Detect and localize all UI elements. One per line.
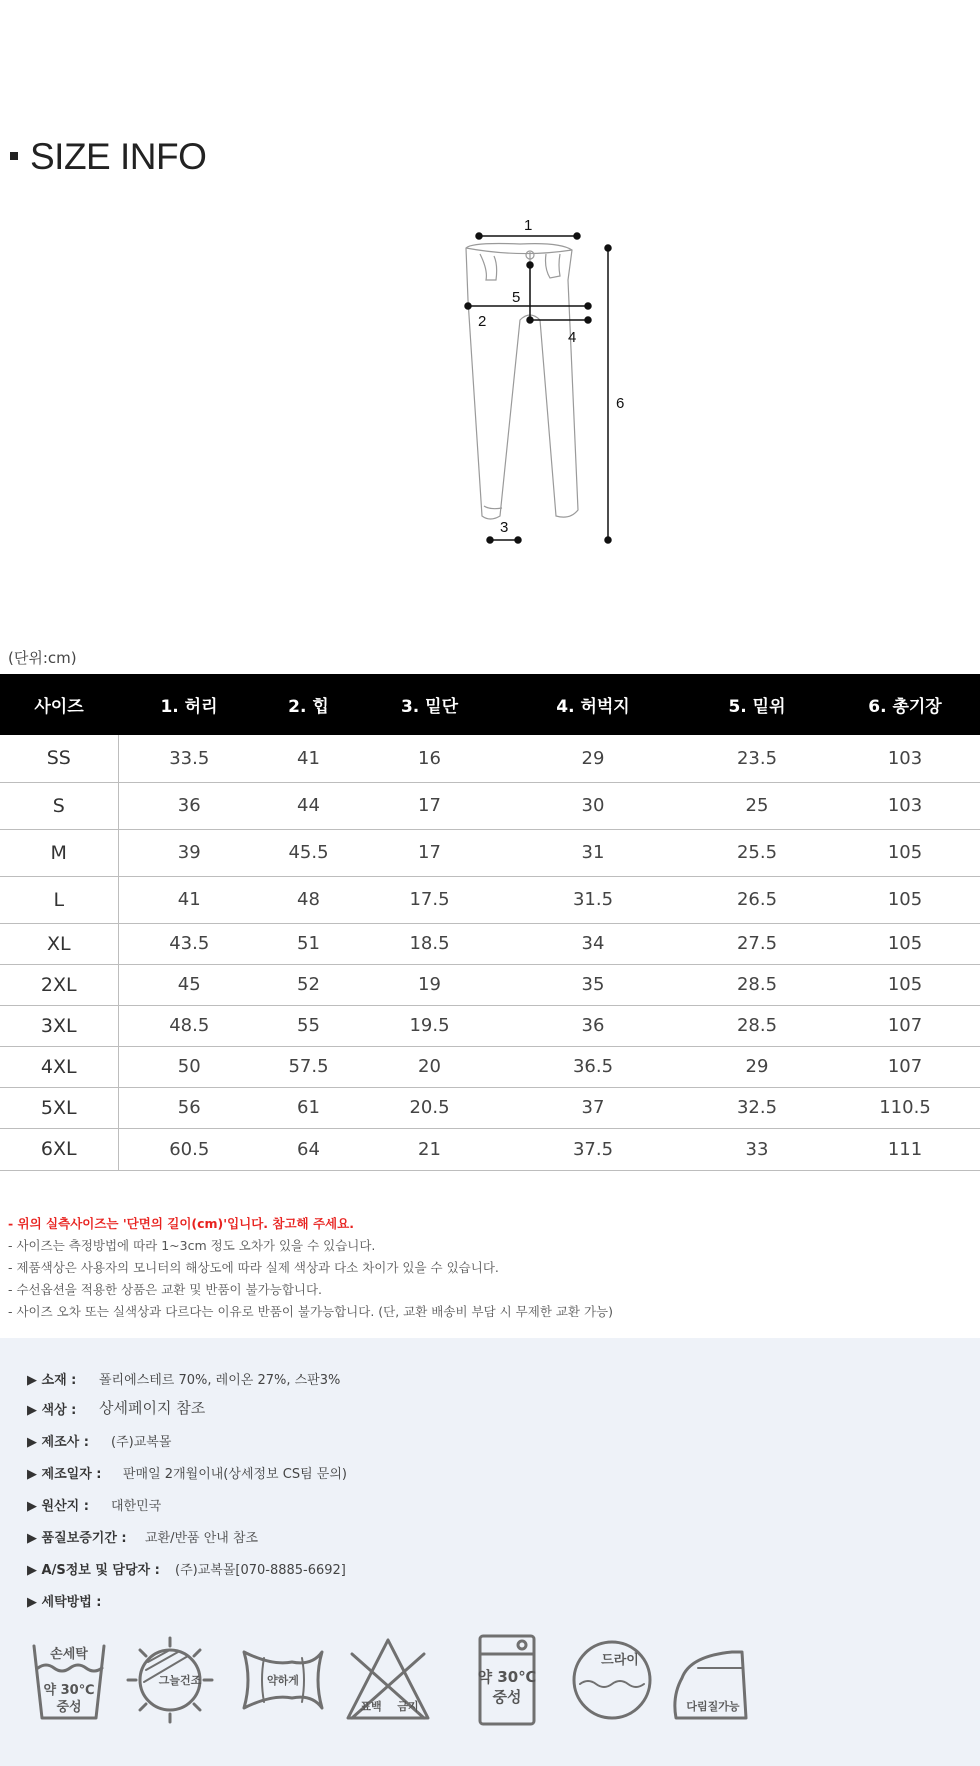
cell-thigh: 30: [502, 782, 684, 829]
header-hip: 2. 힙: [260, 674, 357, 735]
cell-thigh: 31.5: [502, 876, 684, 923]
table-row: [0, 1087, 980, 1128]
cell-size: XL: [0, 923, 118, 964]
info-row-origin: ▶ 원산지 : 대한민국: [27, 1499, 162, 1514]
section-title: SIZE INFO: [10, 136, 206, 178]
cell-hem: 20: [357, 1046, 502, 1087]
cell-hem: 20.5: [357, 1087, 502, 1128]
cell-hem: 19: [357, 964, 502, 1005]
cell-total-length: 105: [830, 964, 980, 1005]
measure-label-5: 5: [512, 289, 521, 306]
pants-outline: [466, 244, 578, 520]
cell-thigh: 36.5: [502, 1046, 684, 1087]
cell-total-length: 107: [830, 1005, 980, 1046]
table-row: [0, 1128, 980, 1170]
table-row: [0, 876, 980, 923]
cell-thigh: 35: [502, 964, 684, 1005]
cell-total-length: 105: [830, 876, 980, 923]
bullet-square-icon: [10, 152, 18, 160]
cell-size: 3XL: [0, 1005, 118, 1046]
table-row: [0, 964, 980, 1005]
svg-text:약 30℃: 약 30℃: [477, 1668, 537, 1686]
cell-size: 2XL: [0, 964, 118, 1005]
cell-hip: 41: [260, 735, 357, 782]
cell-hem: 21: [357, 1128, 502, 1170]
cell-total-length: 105: [830, 923, 980, 964]
cell-size: SS: [0, 735, 118, 782]
pants-measurement-diagram: [460, 210, 640, 590]
table-row: [0, 923, 980, 964]
cell-size: 6XL: [0, 1128, 118, 1170]
cell-total-length: 107: [830, 1046, 980, 1087]
cell-hip: 51: [260, 923, 357, 964]
size-table: [0, 674, 980, 1171]
cell-hip: 55: [260, 1005, 357, 1046]
cell-rise: 25.5: [684, 829, 830, 876]
unit-label: (단위:cm): [8, 649, 77, 667]
note-item: - 사이즈는 측정방법에 따라 1~3cm 정도 오차가 있을 수 있습니다.: [8, 1238, 376, 1253]
measure-label-3: 3: [500, 519, 509, 536]
cell-total-length: 105: [830, 829, 980, 876]
cell-size: L: [0, 876, 118, 923]
cell-size: 5XL: [0, 1087, 118, 1128]
cell-rise: 32.5: [684, 1087, 830, 1128]
note-item: - 제품색상은 사용자의 모니터의 해상도에 따라 실제 색상과 다소 차이가 있을 수 있습니다.: [8, 1260, 499, 1275]
cell-waist: 36: [118, 782, 260, 829]
table-row: [0, 1005, 980, 1046]
measure-label-1: 1: [524, 217, 533, 234]
cell-hem: 16: [357, 735, 502, 782]
header-size: 사이즈: [0, 674, 118, 735]
header-rise: 5. 밑위: [684, 674, 830, 735]
svg-text:손세탁: 손세탁: [50, 1647, 88, 1662]
measure-labels: [478, 217, 624, 536]
cell-hem: 17: [357, 829, 502, 876]
cell-thigh: 36: [502, 1005, 684, 1046]
table-row: [0, 1046, 980, 1087]
info-row-color: ▶ 색상 : 상세페이지 참조: [27, 1399, 206, 1418]
cell-waist: 33.5: [118, 735, 260, 782]
measure-label-4: 4: [568, 329, 577, 346]
cell-waist: 56: [118, 1087, 260, 1128]
cell-size: S: [0, 782, 118, 829]
cell-rise: 28.5: [684, 964, 830, 1005]
cell-hip: 52: [260, 964, 357, 1005]
cell-total-length: 110.5: [830, 1087, 980, 1128]
cell-hem: 17: [357, 782, 502, 829]
info-row-warranty: ▶ 품질보증기간 : 교환/반품 안내 참조: [27, 1531, 259, 1546]
notes: [8, 1213, 613, 1323]
note-item: - 수선옵션을 적용한 상품은 교환 및 반품이 불가능합니다.: [8, 1282, 323, 1297]
cell-rise: 26.5: [684, 876, 830, 923]
info-row-as: ▶ A/S정보 및 담당자 : (주)교복몰[070-8885-6692]: [27, 1563, 346, 1578]
svg-text:약하게: 약하게: [267, 1674, 299, 1687]
cell-waist: 45: [118, 964, 260, 1005]
svg-text:금지: 금지: [397, 1700, 419, 1713]
cell-waist: 50: [118, 1046, 260, 1087]
svg-text:다림질가능: 다림질가능: [686, 1700, 740, 1713]
cell-rise: 25: [684, 782, 830, 829]
cell-rise: 23.5: [684, 735, 830, 782]
care-icons-row: [30, 1634, 790, 1744]
info-row-material: ▶ 소재 : 폴리에스테르 70%, 레이온 27%, 스판3%: [27, 1373, 341, 1388]
header-waist: 1. 허리: [118, 674, 260, 735]
info-row-date: ▶ 제조일자 : 판매일 2개월이내(상세정보 CS팀 문의): [27, 1467, 347, 1482]
cell-hip: 61: [260, 1087, 357, 1128]
note-item: - 위의 실측사이즈는 '단면의 길이(cm)'입니다. 참고해 주세요.: [8, 1216, 354, 1231]
header-thigh: 4. 허벅지: [502, 674, 684, 735]
cell-size: 4XL: [0, 1046, 118, 1087]
table-row: [0, 782, 980, 829]
table-row: [0, 829, 980, 876]
cell-rise: 28.5: [684, 1005, 830, 1046]
cell-rise: 27.5: [684, 923, 830, 964]
cell-hip: 57.5: [260, 1046, 357, 1087]
svg-text:약 30℃: 약 30℃: [43, 1683, 95, 1698]
cell-hem: 18.5: [357, 923, 502, 964]
svg-text:드라이: 드라이: [601, 1653, 639, 1668]
table-header-row: [0, 674, 980, 735]
table-row: [0, 735, 980, 782]
info-row-washing: ▶ 세탁방법 :: [27, 1595, 102, 1610]
cell-hip: 45.5: [260, 829, 357, 876]
cell-rise: 33: [684, 1128, 830, 1170]
svg-text:중성: 중성: [492, 1688, 522, 1706]
cell-thigh: 37: [502, 1087, 684, 1128]
cell-hip: 44: [260, 782, 357, 829]
cell-thigh: 37.5: [502, 1128, 684, 1170]
measure-label-6: 6: [616, 395, 625, 412]
cell-hem: 19.5: [357, 1005, 502, 1046]
header-total-length: 6. 총기장: [830, 674, 980, 735]
cell-total-length: 103: [830, 735, 980, 782]
svg-text:표백: 표백: [360, 1700, 382, 1713]
info-row-manufacturer: ▶ 제조사 : (주)교복몰: [27, 1435, 172, 1450]
cell-waist: 41: [118, 876, 260, 923]
cell-hem: 17.5: [357, 876, 502, 923]
svg-text:중성: 중성: [56, 1700, 82, 1715]
cell-waist: 48.5: [118, 1005, 260, 1046]
cell-waist: 60.5: [118, 1128, 260, 1170]
note-item: - 사이즈 오차 또는 실색상과 다르다는 이유로 반품이 불가능합니다. (단, 교환 배송비 부담 시 무제한 교환 가능): [8, 1304, 614, 1319]
cell-waist: 39: [118, 829, 260, 876]
measure-label-2: 2: [478, 313, 487, 330]
cell-waist: 43.5: [118, 923, 260, 964]
cell-total-length: 111: [830, 1128, 980, 1170]
header-hem: 3. 밑단: [357, 674, 502, 735]
cell-total-length: 103: [830, 782, 980, 829]
cell-thigh: 34: [502, 923, 684, 964]
cell-rise: 29: [684, 1046, 830, 1087]
cell-thigh: 29: [502, 735, 684, 782]
cell-thigh: 31: [502, 829, 684, 876]
svg-text:그늘건조: 그늘건조: [158, 1674, 202, 1687]
cell-hip: 48: [260, 876, 357, 923]
cell-size: M: [0, 829, 118, 876]
cell-hip: 64: [260, 1128, 357, 1170]
